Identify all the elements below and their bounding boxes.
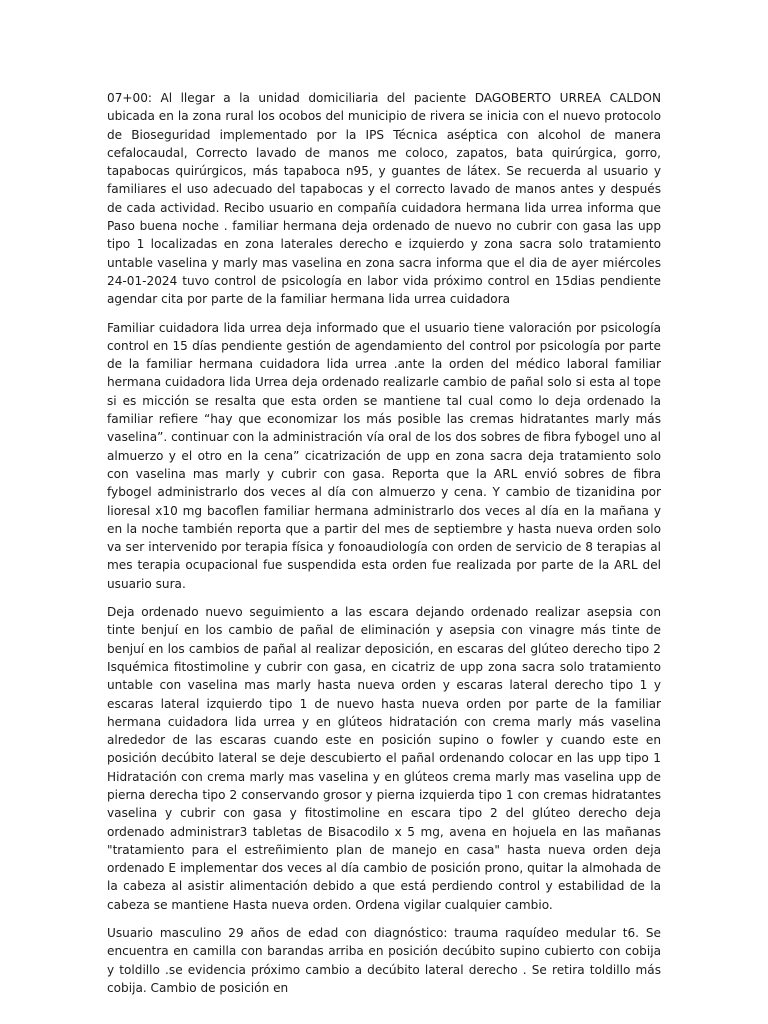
paragraph-3: Deja ordenado nuevo seguimiento a las escara dejando ordenado realizar asepsia con tinte benjuí en los cambio de pañal de eliminación y asepsia con vinagre más tinte de benjuí en los cambios de pañal al realizar deposición, en escaras del glúteo derecho tipo 2 Isquémica fitostimoline y cubrir con gasa, en cicatriz de upp zona sacra solo tratamiento untable con vaselina mas marly hasta nueva orden y escaras lateral derecho tipo 1 y escaras lateral izquierdo tipo 1 de nuevo hasta nueva orden por parte de la familiar hermana cuidadora lida urrea y en glúteos hidratación con crema marly más vaselina alrededor de las escaras cuando este en posición supino o fowler y cuando este en posición decúbito lateral se deje descubierto el pañal ordenando colocar en las upp tipo 1 Hidratación con crema marly mas vaselina y en glúteos crema marly mas vaselina upp de pierna derecha tipo 2 conservando grosor y pierna izquierda tipo 1 con cremas hidratantes vaselina y cubrir con gasa y fitostimoline en escara tipo 2 del glúteo derecho deja ordenado administrar3 tabletas de Bisacodilo x 5 mg, avena en hojuela en las mañanas "tratamiento para el estreñimiento plan de manejo en casa" hasta nueva orden deja ordenado E implementar dos veces al día cambio de posición prono, quitar la almohada de la cabeza al asistir alimentación debido a que está perdiendo control y estabilidad de la cabeza se mantiene Hasta nueva orden. Ordena vigilar cualquier cambio. [107,605,661,912]
paragraph-2: Familiar cuidadora lida urrea deja informado que el usuario tiene valoración por psicología control en 15 días pendiente gestión de agendamiento del control por psicología por parte de la familiar hermana cuidadora lida urrea .ante la orden del médico laboral familiar hermana cuidadora lida Urrea deja ordenado realizarle cambio de pañal solo si esta al tope si es micción se resalta que esta orden se mantiene tal cual como lo deja ordenado la familiar refiere “hay que economizar los más posible las cremas hidratantes marly más vaselina”. continuar con la administración vía oral de los dos sobres de fibra fybogel uno al almuerzo y el otro en la cena” cicatrización de upp en zona sacra deja tratamiento solo con vaselina mas marly y cubrir con gasa. Reporta que la ARL envió sobres de fibra fybogel administrarlo dos veces al día con almuerzo y cena. Y cambio de tizanidina por lioresal x10 mg bacoflen familiar hermana administrarlo dos veces al día en la mañana y en la noche también reporta que a partir del mes de septiembre y hasta nueva orden solo va ser intervenido por terapia física y fonoaudiología con orden de servicio de 8 terapias al mes terapia ocupacional fue suspendida esta orden fue realizada por parte de la ARL del usuario sura. [107,320,661,591]
paragraph-1: 07+00: Al llegar a la unidad domiciliaria del paciente DAGOBERTO URREA CALDON ubicada en la zona rural los ocobos del municipio de rivera se inicia con el nuevo protocolo de Bioseguridad implementado por la IPS Técnica aséptica con alcohol de manera cefalocaudal, Correcto lavado de manos me coloco, zapatos, bata quirúrgica, gorro, tapabocas quirúrgicos, más tapaboca n95, y guantes de látex. Se recuerda al usuario y familiares el uso adecuado del tapabocas y el correcto lavado de manos antes y después de cada actividad. Recibo usuario en compañía cuidadora hermana lida urrea informa que Paso buena noche . familiar hermana deja ordenado de nuevo no cubrir con gasa las upp tipo 1 localizadas en zona laterales derecho e izquierdo y zona sacra solo tratamiento untable vaselina y marly mas vaselina en zona sacra informa que el dia de ayer miércoles 24-01-2024 tuvo control de psicología en labor vida próximo control en 15dias pendiente agendar cita por parte de la familiar hermana lida urrea cuidadora [107,91,661,307]
document-body [107,89,661,1007]
paragraph-4: Usuario masculino 29 años de edad con diagnóstico: trauma raquídeo medular t6. Se encuentra en camilla con barandas arriba en posición decúbito supino cubierto con cobija y toldillo .se evidencia próximo cambio a decúbito lateral derecho . Se retira toldillo más cobija. Cambio de posición en [107,926,661,995]
